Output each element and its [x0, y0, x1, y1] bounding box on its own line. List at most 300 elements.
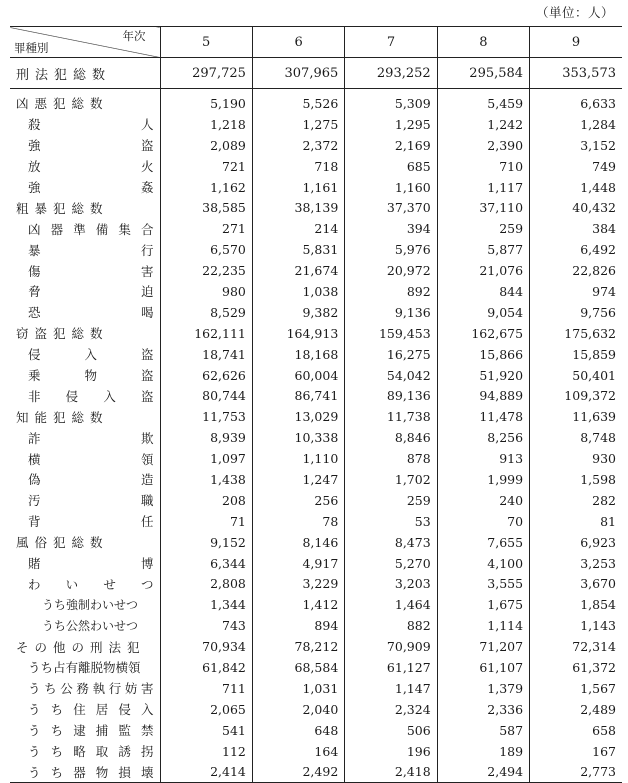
row-label-cell	[10, 532, 160, 553]
table-row	[10, 636, 622, 657]
value-cell: 38,139	[252, 197, 344, 218]
row-label-char: 入	[84, 347, 97, 363]
value-cell: 51,920	[437, 365, 529, 386]
row-label-cell	[10, 135, 160, 156]
value-cell: 9,054	[437, 302, 529, 323]
value-cell: 6,923	[530, 532, 622, 553]
value-cell: 11,753	[160, 406, 252, 427]
row-label-char: 欺	[140, 430, 154, 446]
year-header: 8	[437, 27, 529, 58]
row-label-char: 侵	[65, 388, 79, 404]
row-label-char: 盗	[140, 388, 154, 404]
value-cell: 1,097	[160, 448, 252, 469]
value-cell: 5,270	[345, 553, 437, 574]
row-label-char: 盗	[140, 347, 154, 363]
row-label-char: 害	[140, 263, 154, 279]
value-cell: 394	[345, 218, 437, 239]
row-label-cell	[10, 657, 160, 678]
value-cell: 70,909	[345, 636, 437, 657]
value-cell: 2,169	[345, 135, 437, 156]
value-cell: 1,464	[345, 594, 437, 615]
row-label-cell	[10, 699, 160, 720]
row-label-cell	[10, 615, 160, 636]
row-label: 刑法犯総数	[16, 67, 112, 83]
value-cell: 2,336	[437, 699, 529, 720]
table-body	[10, 58, 622, 783]
value-cell: 60,004	[252, 365, 344, 386]
row-label-char: 誘	[118, 744, 131, 760]
row-label-char: 領	[140, 451, 154, 467]
table-row	[10, 469, 622, 490]
value-cell: 1,038	[252, 281, 344, 302]
row-label-char: 殺	[28, 117, 41, 133]
unit-note: （単位：人）	[535, 5, 614, 20]
row-label-char: い	[65, 576, 79, 592]
table-row	[10, 573, 622, 594]
row-label-cell	[10, 114, 160, 135]
table-row	[10, 281, 622, 302]
value-cell: 78,212	[252, 636, 344, 657]
value-cell: 878	[345, 448, 437, 469]
row-label	[10, 491, 160, 509]
value-cell: 9,756	[530, 302, 622, 323]
value-cell: 175,632	[530, 323, 622, 344]
value-cell: 2,773	[530, 762, 622, 783]
row-label-char: 非	[28, 388, 41, 404]
value-cell: 1,598	[530, 469, 622, 490]
row-label: 知能犯総数	[16, 409, 109, 425]
row-label	[10, 345, 160, 363]
row-label-char: 迫	[140, 284, 154, 300]
row-label	[10, 470, 160, 488]
table-row	[10, 678, 622, 699]
value-cell: 4,100	[437, 553, 529, 574]
value-cell: 208	[160, 490, 252, 511]
value-cell: 2,494	[437, 762, 529, 783]
value-cell: 21,076	[437, 260, 529, 281]
row-label-char: 人	[140, 117, 154, 133]
value-cell: 1,031	[252, 678, 344, 699]
value-cell: 11,639	[530, 406, 622, 427]
crime-statistics-table	[10, 26, 622, 783]
value-cell: 307,965	[252, 58, 344, 89]
row-label-char: ち	[50, 764, 64, 780]
row-label-cell	[10, 741, 160, 762]
value-cell: 70,934	[160, 636, 252, 657]
table-row	[10, 344, 622, 365]
table-row	[10, 657, 622, 678]
value-cell: 1,147	[345, 678, 437, 699]
value-cell: 61,372	[530, 657, 622, 678]
header-row	[10, 27, 622, 58]
row-label-char: 入	[140, 702, 154, 718]
value-cell: 384	[530, 218, 622, 239]
row-label	[10, 721, 160, 739]
value-cell: 1,284	[530, 114, 622, 135]
value-cell: 94,889	[437, 385, 529, 406]
row-label-char: 偽	[28, 472, 41, 488]
row-label-char: 強	[28, 180, 41, 195]
value-cell: 70	[437, 511, 529, 532]
value-cell: 541	[160, 720, 252, 741]
value-cell: 159,453	[345, 323, 437, 344]
year-header: 5	[160, 27, 252, 58]
value-cell: 506	[345, 720, 437, 741]
row-label-cell	[10, 406, 160, 427]
value-cell: 1,162	[160, 177, 252, 198]
table-row	[10, 699, 622, 720]
value-cell: 2,065	[160, 699, 252, 720]
row-label-cell	[10, 490, 160, 511]
row-label: 粗暴犯総数	[16, 200, 109, 216]
table-row	[10, 594, 622, 615]
row-label-cell	[10, 58, 160, 89]
table-row	[10, 385, 622, 406]
row-label-cell	[10, 762, 160, 783]
row-label: 凶悪犯総数	[16, 96, 109, 112]
row-label-char: つ	[140, 576, 154, 592]
row-label-cell	[10, 197, 160, 218]
value-cell: 162,675	[437, 323, 529, 344]
table-row	[10, 89, 622, 114]
value-cell: 1,143	[530, 615, 622, 636]
table-row	[10, 532, 622, 553]
value-cell: 282	[530, 490, 622, 511]
row-label-char: 物	[84, 368, 97, 384]
value-cell: 1,675	[437, 594, 529, 615]
row-label-char: 暴	[28, 242, 41, 258]
row-label-cell	[10, 553, 160, 574]
value-cell: 1,247	[252, 469, 344, 490]
row-label-char: 居	[95, 702, 109, 718]
value-cell: 5,976	[345, 239, 437, 260]
value-cell: 1,344	[160, 594, 252, 615]
value-cell: 1,275	[252, 114, 344, 135]
row-label-char: 捕	[95, 723, 109, 739]
value-cell: 5,309	[345, 89, 437, 114]
row-label-char: 横	[28, 451, 41, 467]
row-label-char: 備	[95, 221, 109, 237]
value-cell: 1,114	[437, 615, 529, 636]
value-cell: 271	[160, 218, 252, 239]
value-cell: 844	[437, 281, 529, 302]
value-cell: 9,136	[345, 302, 437, 323]
row-label-char: 逮	[73, 723, 86, 739]
row-label-char: 侵	[118, 702, 131, 718]
row-label-char: 妨	[124, 681, 138, 697]
row-label-char: わ	[28, 576, 41, 592]
value-cell: 1,567	[530, 678, 622, 699]
table-row	[10, 114, 622, 135]
row-label-char: 務	[76, 681, 89, 697]
row-label-char: 害	[140, 681, 154, 697]
value-cell: 240	[437, 490, 529, 511]
row-label-cell	[10, 344, 160, 365]
row-label	[10, 554, 160, 572]
row-label-char: 背	[28, 514, 41, 530]
value-cell: 21,674	[252, 260, 344, 281]
row-label-char: 器	[50, 221, 64, 237]
row-label-char: 放	[28, 159, 41, 175]
row-label-cell	[10, 385, 160, 406]
value-cell: 2,808	[160, 573, 252, 594]
value-cell: 295,584	[437, 58, 529, 89]
row-label-char: ち	[50, 723, 64, 739]
value-cell: 13,029	[252, 406, 344, 427]
row-label-char: 取	[95, 744, 109, 760]
row-label-cell	[10, 511, 160, 532]
row-label-cell	[10, 177, 160, 198]
row-label-cell	[10, 260, 160, 281]
value-cell: 6,492	[530, 239, 622, 260]
table-row	[10, 365, 622, 386]
row-label-cell	[10, 448, 160, 469]
value-cell: 1,117	[437, 177, 529, 198]
value-cell: 8,846	[345, 427, 437, 448]
value-cell: 189	[437, 741, 529, 762]
value-cell: 164	[252, 741, 344, 762]
value-cell: 2,414	[160, 762, 252, 783]
value-cell: 9,152	[160, 532, 252, 553]
value-cell: 2,089	[160, 135, 252, 156]
value-cell: 167	[530, 741, 622, 762]
row-label-cell	[10, 594, 160, 615]
year-header: 9	[530, 27, 622, 58]
value-cell: 894	[252, 615, 344, 636]
value-cell: 3,670	[530, 573, 622, 594]
value-cell: 15,859	[530, 344, 622, 365]
value-cell: 61,842	[160, 657, 252, 678]
table-row	[10, 323, 622, 344]
row-label	[10, 575, 160, 593]
table-row	[10, 511, 622, 532]
row-label-char: 喝	[140, 305, 154, 321]
value-cell: 1,999	[437, 469, 529, 490]
value-cell: 587	[437, 720, 529, 741]
row-label	[10, 512, 160, 530]
table-row	[10, 615, 622, 636]
value-cell: 86,741	[252, 385, 344, 406]
table-row	[10, 302, 622, 323]
value-cell: 2,492	[252, 762, 344, 783]
value-cell: 71,207	[437, 636, 529, 657]
value-cell: 3,152	[530, 135, 622, 156]
row-label-char: 脅	[28, 284, 41, 300]
value-cell: 658	[530, 720, 622, 741]
value-cell: 8,146	[252, 532, 344, 553]
row-label	[10, 178, 160, 196]
total-row	[10, 58, 622, 89]
value-cell: 68,584	[252, 657, 344, 678]
row-label-char: 職	[140, 493, 154, 509]
row-label	[10, 136, 160, 154]
row-label-cell	[10, 720, 160, 741]
row-label: うち公然わいせつ	[42, 619, 139, 634]
value-cell: 1,379	[437, 678, 529, 699]
value-cell: 78	[252, 511, 344, 532]
value-cell: 8,256	[437, 427, 529, 448]
value-cell: 710	[437, 156, 529, 177]
table-row	[10, 490, 622, 511]
value-cell: 18,168	[252, 344, 344, 365]
value-cell: 8,529	[160, 302, 252, 323]
value-cell: 81	[530, 511, 622, 532]
row-label-cell	[10, 469, 160, 490]
value-cell: 164,913	[252, 323, 344, 344]
row-label-cell	[10, 365, 160, 386]
value-cell: 1,242	[437, 114, 529, 135]
row-label	[10, 282, 160, 300]
value-cell: 80,744	[160, 385, 252, 406]
row-label-char: 賭	[28, 556, 41, 572]
row-label-char: う	[28, 764, 41, 780]
row-label-char: 禁	[140, 723, 154, 739]
row-label-char: 行	[108, 681, 122, 697]
row-label-char: 強	[28, 138, 41, 154]
row-label-char: 合	[140, 221, 154, 237]
value-cell: 214	[252, 218, 344, 239]
value-cell: 685	[345, 156, 437, 177]
value-cell: 256	[252, 490, 344, 511]
value-cell: 913	[437, 448, 529, 469]
row-label-char: 集	[118, 221, 131, 237]
row-label-char: 公	[60, 681, 73, 697]
row-label-char: 監	[118, 723, 131, 739]
row-label-char: 拐	[140, 744, 154, 760]
row-label-char: 住	[73, 702, 86, 718]
value-cell: 1,295	[345, 114, 437, 135]
row-label-char: 凶	[28, 221, 41, 237]
value-cell: 10,338	[252, 427, 344, 448]
value-cell: 2,372	[252, 135, 344, 156]
table-row	[10, 156, 622, 177]
value-cell: 3,555	[437, 573, 529, 594]
table-row	[10, 762, 622, 783]
value-cell: 721	[160, 156, 252, 177]
row-label	[10, 303, 160, 321]
corner-header-category: 罪種別	[14, 41, 49, 55]
value-cell: 749	[530, 156, 622, 177]
row-label-char: 乗	[28, 368, 41, 384]
value-cell: 2,390	[437, 135, 529, 156]
value-cell: 6,633	[530, 89, 622, 114]
row-label-cell	[10, 281, 160, 302]
row-label	[10, 742, 160, 760]
table-row	[10, 741, 622, 762]
row-label-char: 盗	[140, 138, 154, 154]
row-label-char: せ	[103, 576, 116, 592]
row-label-cell	[10, 302, 160, 323]
value-cell: 16,275	[345, 344, 437, 365]
value-cell: 196	[345, 741, 437, 762]
row-label-cell	[10, 573, 160, 594]
value-cell: 930	[530, 448, 622, 469]
corner-header	[10, 27, 160, 58]
value-cell: 18,741	[160, 344, 252, 365]
row-label	[10, 115, 160, 133]
value-cell: 5,526	[252, 89, 344, 114]
row-label-char: ち	[50, 744, 64, 760]
row-label-char: 損	[118, 764, 131, 780]
row-label: うち占有離脱物横領	[28, 660, 141, 676]
row-label-char: 汚	[28, 493, 41, 509]
row-label	[10, 700, 160, 718]
value-cell: 2,489	[530, 699, 622, 720]
value-cell: 4,917	[252, 553, 344, 574]
row-label	[10, 220, 160, 238]
value-cell: 112	[160, 741, 252, 762]
value-cell: 882	[345, 615, 437, 636]
table-row	[10, 720, 622, 741]
value-cell: 5,190	[160, 89, 252, 114]
value-cell: 7,655	[437, 532, 529, 553]
row-label-char: 姦	[140, 180, 154, 195]
row-label-char: 傷	[28, 263, 41, 279]
value-cell: 72,314	[530, 636, 622, 657]
value-cell: 8,473	[345, 532, 437, 553]
row-label	[10, 450, 160, 468]
value-cell: 6,344	[160, 553, 252, 574]
row-label-cell	[10, 323, 160, 344]
row-label-cell	[10, 156, 160, 177]
value-cell: 62,626	[160, 365, 252, 386]
row-label-char: 入	[103, 388, 116, 404]
row-label-char: 造	[140, 472, 154, 488]
value-cell: 297,725	[160, 58, 252, 89]
row-label-char: 器	[73, 764, 86, 780]
row-label-char: 準	[73, 221, 86, 237]
value-cell: 1,160	[345, 177, 437, 198]
value-cell: 1,161	[252, 177, 344, 198]
value-cell: 162,111	[160, 323, 252, 344]
value-cell: 1,110	[252, 448, 344, 469]
value-cell: 1,702	[345, 469, 437, 490]
row-label-cell	[10, 89, 160, 114]
value-cell: 53	[345, 511, 437, 532]
year-header: 6	[252, 27, 344, 58]
year-header: 7	[345, 27, 437, 58]
row-label-cell	[10, 636, 160, 657]
value-cell: 5,831	[252, 239, 344, 260]
value-cell: 9,382	[252, 302, 344, 323]
row-label-cell	[10, 678, 160, 699]
row-label-char: 博	[140, 556, 154, 572]
value-cell: 1,448	[530, 177, 622, 198]
table-row	[10, 427, 622, 448]
table-row	[10, 448, 622, 469]
table-row	[10, 135, 622, 156]
row-label-char: 物	[95, 764, 109, 780]
row-label	[10, 387, 160, 405]
row-label	[10, 429, 160, 447]
row-label-char: 侵	[28, 347, 41, 363]
value-cell: 293,252	[345, 58, 437, 89]
value-cell: 50,401	[530, 365, 622, 386]
value-cell: 259	[345, 490, 437, 511]
value-cell: 89,136	[345, 385, 437, 406]
value-cell: 743	[160, 615, 252, 636]
row-label-char: う	[28, 681, 41, 697]
value-cell: 40,432	[530, 197, 622, 218]
value-cell: 3,203	[345, 573, 437, 594]
value-cell: 1,854	[530, 594, 622, 615]
value-cell: 109,372	[530, 385, 622, 406]
row-label: うち強制わいせつ	[42, 598, 139, 613]
row-label-char: う	[28, 744, 41, 760]
row-label: 窃盗犯総数	[16, 326, 109, 342]
value-cell: 71	[160, 511, 252, 532]
value-cell: 54,042	[345, 365, 437, 386]
